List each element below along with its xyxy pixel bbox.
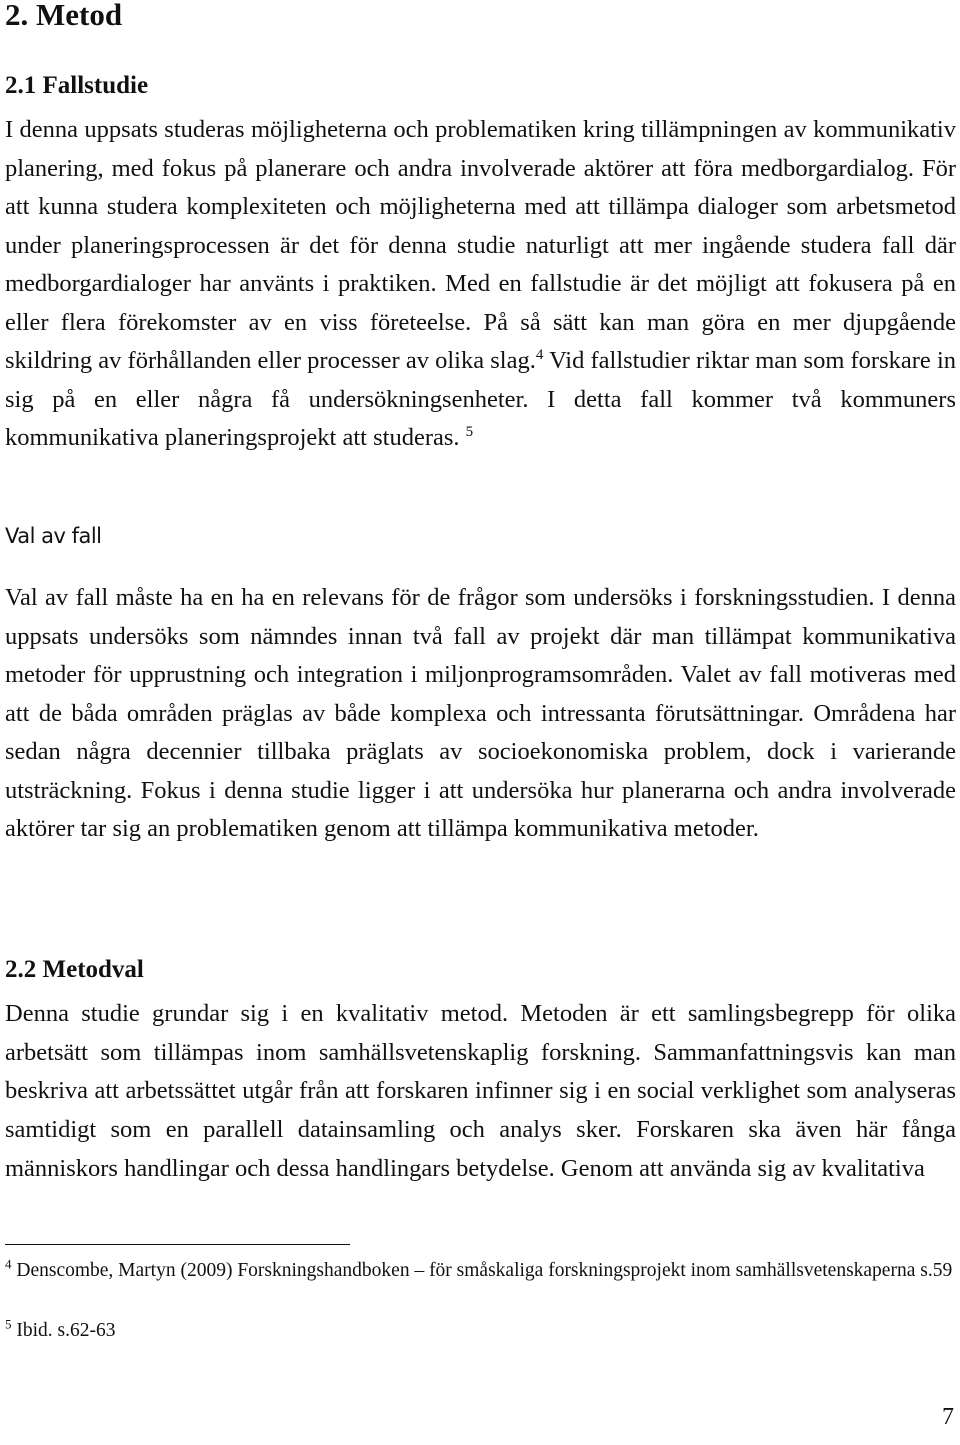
footnote-5 bbox=[5, 1316, 956, 1346]
page-number: 7 bbox=[942, 1404, 954, 1430]
footnote-number: 4 bbox=[5, 1256, 12, 1272]
section-heading-fallstudie: 2.1 Fallstudie bbox=[5, 72, 149, 99]
footnote-reference: 4 bbox=[535, 346, 544, 363]
footnote-reference: 5 bbox=[465, 423, 474, 440]
footnote-text: Ibid. s.62-63 bbox=[16, 1320, 116, 1341]
paragraph-fallstudie bbox=[5, 111, 956, 458]
paragraph-metodval: Denna studie grundar sig i en kvalitativ metod. Metoden är ett samlingsbegrepp för olika arbetsätt som tillämpas inom samhällsvetenskaplig forskning. Sammanfattningsvis kan man beskriva att arbetssättet utgår från att forskaren infinner sig i en social verklighet som analyseras samtidigt som en parallell datainsamling och analys sker. Forskaren ska även här fånga människors handlingar och dessa handlingars betydelse. Genom att använda sig av kvalitativa bbox=[5, 1000, 956, 1182]
chapter-heading: 2. Metod bbox=[5, 0, 123, 32]
paragraph-text: I denna uppsats studeras möjligheterna och problematiken kring tillämpningen av kommunikativ planering, med fokus på planerare och andra involverade aktörer att föra medborgardialog. För att kunna studera komplexiteten och möjligheterna med att tillämpa dialoger som arbetsmetod under planeringsprocessen är det för denna studie naturligt att mer ingående studera fall där medborgardialoger har använts i praktiken. Med en fallstudie är det möjligt att fokusera på en eller flera förekomster av en viss företeelse. På så sätt kan man göra en mer djupgående skildring av förhållanden eller processer av olika slag. bbox=[5, 116, 956, 374]
paragraph-val-av-fall: Val av fall måste ha en ha en relevans för de frågor som undersöks i forskningsstudien. I denna uppsats undersöks som nämndes innan två fall av projekt där man tillämpat kommunikativa metoder för upprustning och integration i miljonprogramsområden. Valet av fall motiveras med att de båda områden präglas av både komplexa och intressanta förutsättningar. Områdena har sedan några decennier tillbaka präglats av socioekonomiska problem, dock i varierande utsträckning. Fokus i denna studie ligger i att undersöka hur planerarna och andra involverade aktörer tar sig an problematiken genom att tillämpa kommunikativa metoder. bbox=[5, 584, 956, 842]
footnote-number: 5 bbox=[5, 1316, 12, 1332]
section-heading-metodval: 2.2 Metodval bbox=[5, 956, 144, 983]
footnote-text: Denscombe, Martyn (2009) Forskningshandboken – för småskaliga forskningsprojekt inom samhällsvetenskaperna s.59 bbox=[16, 1260, 953, 1281]
footnote-4 bbox=[5, 1256, 956, 1286]
subsection-heading-val-av-fall: Val av fall bbox=[5, 524, 102, 548]
paragraph-text: Vid fallstudier riktar man som forskare in sig på en eller några få undersökningsenheter. I detta fall kommer två kommuners kommunikativa planeringsprojekt att studeras. bbox=[5, 347, 956, 451]
footnote-separator bbox=[5, 1244, 350, 1245]
